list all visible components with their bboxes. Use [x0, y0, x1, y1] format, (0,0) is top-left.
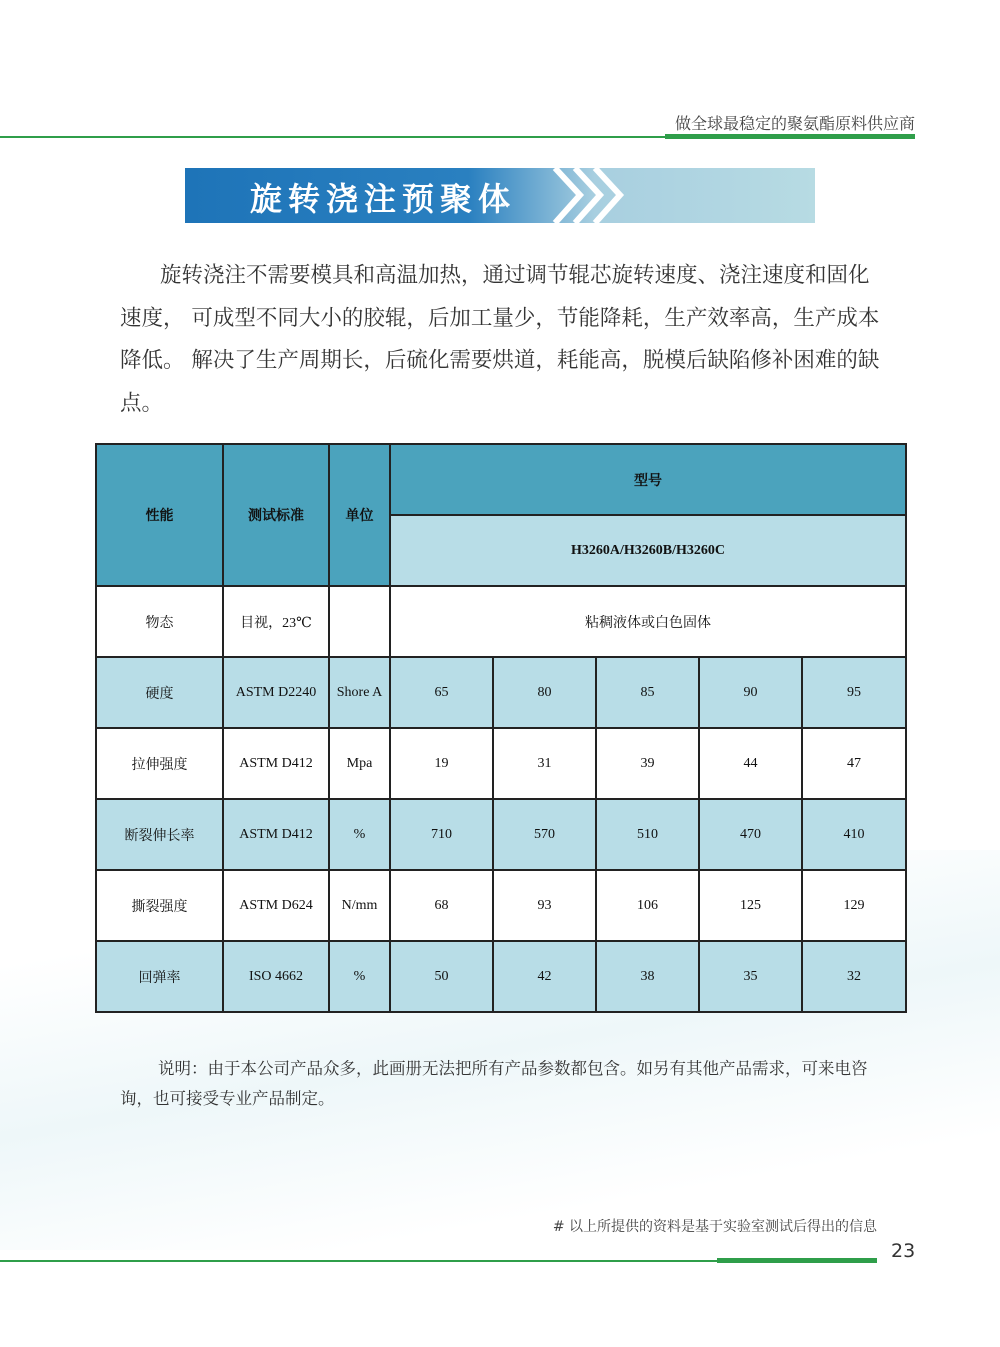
cell-value: 38	[596, 941, 699, 1012]
cell-value: 95	[802, 657, 906, 728]
cell-value: 90	[699, 657, 802, 728]
footer-rule-accent	[717, 1258, 877, 1263]
cell-value: 32	[802, 941, 906, 1012]
header-unit: 单位	[329, 444, 390, 586]
cell-value: 35	[699, 941, 802, 1012]
table-row	[96, 941, 906, 1012]
cell-value: 31	[493, 728, 596, 799]
note-text: 说明：由于本公司产品众多，此画册无法把所有产品参数都包含。如另有其他产品需求，可来电咨询，也可接受专业产品制定。	[120, 1059, 868, 1108]
header-property: 性能	[96, 444, 223, 586]
cell-unit: Mpa	[329, 728, 390, 799]
cell-value: 85	[596, 657, 699, 728]
disclaimer: # 以上所提供的资料是基于实验室测试后得出的信息	[552, 1219, 877, 1235]
cell-value: 106	[596, 870, 699, 941]
cell-property: 断裂伸长率	[96, 799, 223, 870]
table-row	[96, 657, 906, 728]
table-row	[96, 728, 906, 799]
cell-value: 39	[596, 728, 699, 799]
cell-standard: ISO 4662	[223, 941, 329, 1012]
cell-value: 47	[802, 728, 906, 799]
cell-value: 125	[699, 870, 802, 941]
cell-value: 65	[390, 657, 493, 728]
table-row	[96, 870, 906, 941]
cell-value: 510	[596, 799, 699, 870]
properties-table	[95, 443, 907, 1013]
cell-property: 撕裂强度	[96, 870, 223, 941]
cell-value: 470	[699, 799, 802, 870]
cell-value: 粘稠液体或白色固体	[390, 586, 906, 657]
cell-unit	[329, 586, 390, 657]
cell-value: 19	[390, 728, 493, 799]
section-banner	[185, 168, 815, 223]
cell-property: 物态	[96, 586, 223, 657]
cell-value: 44	[699, 728, 802, 799]
cell-property: 拉伸强度	[96, 728, 223, 799]
cell-value: 50	[390, 941, 493, 1012]
cell-unit: %	[329, 799, 390, 870]
cell-standard: ASTM D412	[223, 799, 329, 870]
cell-value: 410	[802, 799, 906, 870]
cell-value: 93	[493, 870, 596, 941]
table-row	[96, 799, 906, 870]
cell-value: 570	[493, 799, 596, 870]
cell-value: 129	[802, 870, 906, 941]
header-model: 型号	[390, 444, 906, 515]
cell-value: 80	[493, 657, 596, 728]
cell-property: 回弹率	[96, 941, 223, 1012]
page-number: 23	[891, 1240, 916, 1262]
cell-unit: N/mm	[329, 870, 390, 941]
cell-unit: %	[329, 941, 390, 1012]
table-row	[96, 586, 906, 657]
chevron-arrows-icon	[550, 168, 640, 223]
cell-value: 42	[493, 941, 596, 1012]
cell-standard: ASTM D2240	[223, 657, 329, 728]
header-slogan: 做全球最稳定的聚氨酯原料供应商	[674, 114, 915, 133]
header-model-names: H3260A/H3260B/H3260C	[390, 515, 906, 586]
cell-value: 68	[390, 870, 493, 941]
cell-unit: Shore A	[329, 657, 390, 728]
header-standard: 测试标准	[223, 444, 329, 586]
cell-property: 硬度	[96, 657, 223, 728]
cell-value: 710	[390, 799, 493, 870]
header-rule-accent	[665, 134, 915, 139]
section-title: 旋转浇注预聚体	[250, 180, 517, 218]
intro-paragraph: 旋转浇注不需要模具和高温加热，通过调节辊芯旋转速度、浇注速度和固化速度， 可成型不同大小的胶辊，后加工量少，节能降耗，生产效率高，生产成本降低。 解决了生产周期长，后硫化需要烘道，耗能高，脱模后缺陷修补困难的缺点。	[120, 263, 880, 416]
cell-standard: ASTM D624	[223, 870, 329, 941]
cell-standard: ASTM D412	[223, 728, 329, 799]
cell-standard: 目视，23℃	[223, 586, 329, 657]
